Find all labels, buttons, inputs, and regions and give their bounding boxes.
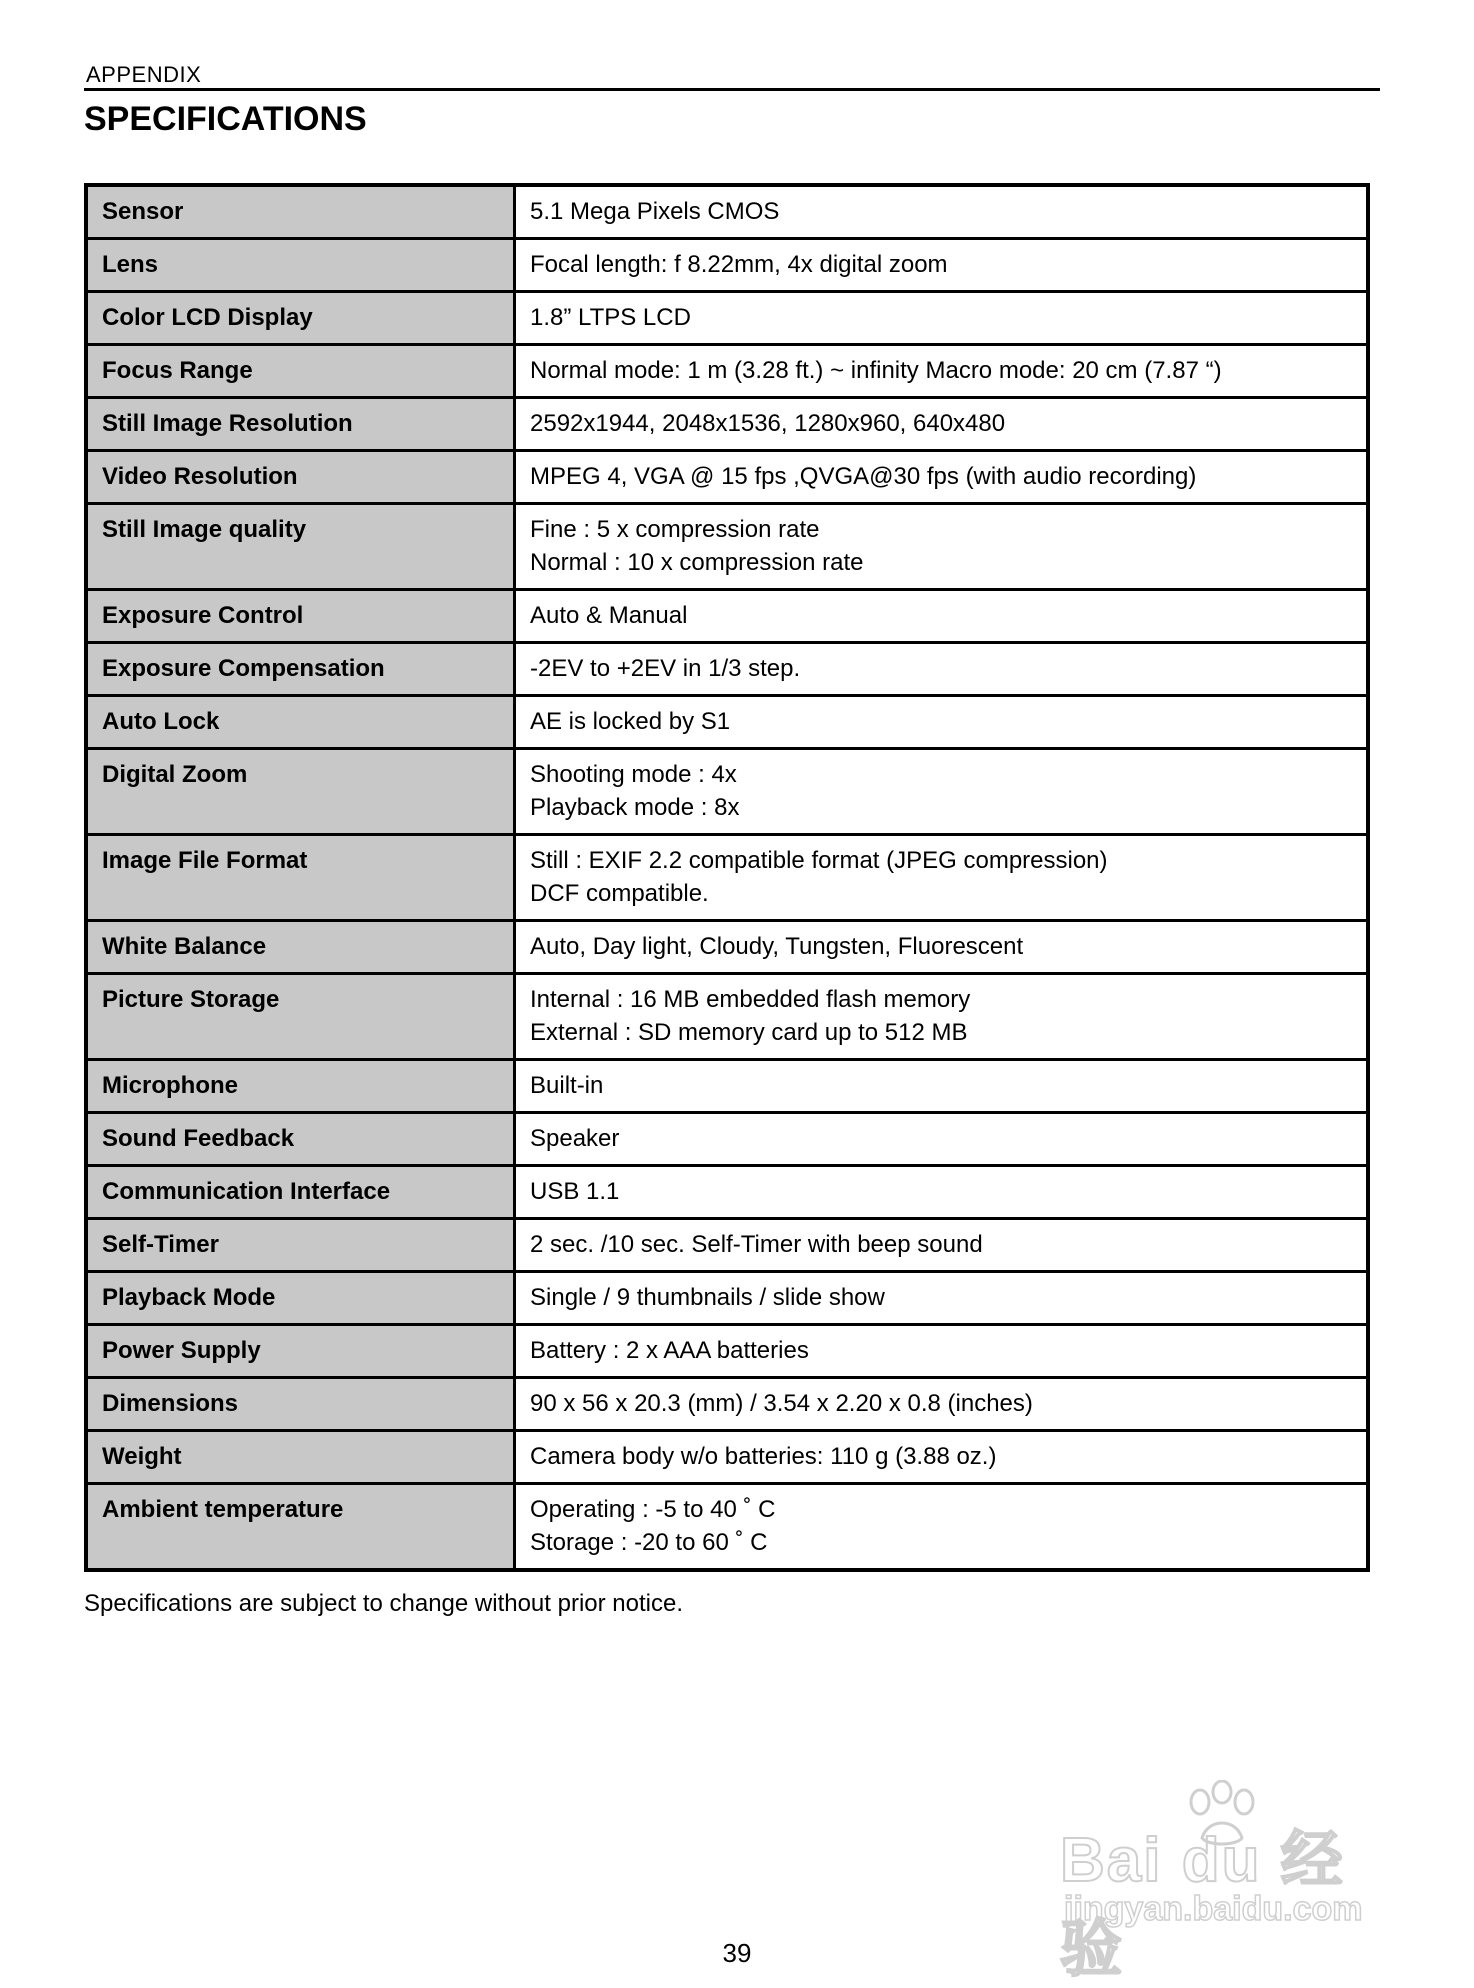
spec-value-line: DCF compatible. [530,880,709,907]
spec-row [86,590,1368,643]
spec-name-cell: Self-Timer [86,1219,515,1272]
spec-value-cell [515,1431,1369,1484]
baidu-watermark [1060,1780,1400,1984]
specifications-table-body [86,185,1368,1570]
spec-value-cell [515,974,1369,1060]
spec-name-cell: Microphone [86,1060,515,1113]
spec-value-cell [515,398,1369,451]
spec-row [86,185,1368,239]
spec-row [86,1272,1368,1325]
spec-value-cell [515,345,1369,398]
spec-value-cell [515,451,1369,504]
spec-name-cell: Auto Lock [86,696,515,749]
spec-value-line: 1.8” LTPS LCD [530,304,691,331]
spec-row [86,1113,1368,1166]
spec-value-line: Battery : 2 x AAA batteries [530,1337,809,1364]
spec-value-line: 5.1 Mega Pixels CMOS [530,198,780,225]
spec-row [86,643,1368,696]
spec-value-line: Fine : 5 x compression rate [530,516,820,543]
page-number: 39 [722,1938,752,1968]
spec-name-cell: Image File Format [86,835,515,921]
spec-row [86,504,1368,590]
spec-value-line: Normal : 10 x compression rate [530,549,864,576]
spec-value-line: Speaker [530,1125,620,1152]
spec-row [86,398,1368,451]
spec-value-line: Still : EXIF 2.2 compatible format (JPEG compression) [530,847,1108,874]
spec-value-cell [515,1219,1369,1272]
spec-name-cell: Communication Interface [86,1166,515,1219]
spec-name-cell: Weight [86,1431,515,1484]
spec-row [86,1219,1368,1272]
spec-row [86,1431,1368,1484]
spec-value-line: Shooting mode : 4x [530,761,737,788]
section-label: APPENDIX [86,62,202,87]
spec-value-cell [515,292,1369,345]
spec-value-line: Focal length: f 8.22mm, 4x digital zoom [530,251,948,278]
spec-value-line: Internal : 16 MB embedded flash memory [530,986,971,1013]
spec-value-line: Auto & Manual [530,602,688,629]
spec-value-cell [515,1325,1369,1378]
header-rule [84,88,1380,91]
spec-value-line: -2EV to +2EV in 1/3 step. [530,655,801,682]
spec-value-line: AE is locked by S1 [530,708,731,735]
spec-name-cell: Still Image quality [86,504,515,590]
spec-value-line: Single / 9 thumbnails / slide show [530,1284,885,1311]
spec-value-line: Storage : -20 to 60 ˚ C [530,1529,768,1556]
spec-value-cell [515,185,1369,239]
specifications-table [84,183,1370,1572]
spec-name-cell: Sound Feedback [86,1113,515,1166]
spec-value-line: USB 1.1 [530,1178,620,1205]
spec-name-cell: Picture Storage [86,974,515,1060]
spec-row [86,749,1368,835]
spec-value-cell [515,1272,1369,1325]
spec-row [86,239,1368,292]
spec-value-line: Normal mode: 1 m (3.28 ft.) ~ infinity Macro mode: 20 cm (7.87 “) [530,357,1222,384]
spec-row [86,292,1368,345]
spec-name-cell: Power Supply [86,1325,515,1378]
spec-value-cell [515,1113,1369,1166]
spec-name-cell: White Balance [86,921,515,974]
spec-value-cell [515,239,1369,292]
spec-row [86,696,1368,749]
spec-row [86,1325,1368,1378]
spec-value-cell [515,590,1369,643]
spec-name-cell: Video Resolution [86,451,515,504]
spec-name-cell: Still Image Resolution [86,398,515,451]
spec-name-cell: Exposure Control [86,590,515,643]
spec-value-cell [515,1378,1369,1431]
spec-row [86,974,1368,1060]
spec-name-cell: Focus Range [86,345,515,398]
spec-value-cell [515,1166,1369,1219]
spec-name-cell: Digital Zoom [86,749,515,835]
spec-value-line: Built-in [530,1072,604,1099]
spec-name-cell: Ambient temperature [86,1484,515,1571]
spec-value-line: 90 x 56 x 20.3 (mm) / 3.54 x 2.20 x 0.8 (inches) [530,1390,1033,1417]
spec-value-line: Playback mode : 8x [530,794,740,821]
spec-value-line: External : SD memory card up to 512 MB [530,1019,968,1046]
spec-value-cell [515,749,1369,835]
spec-value-cell [515,504,1369,590]
spec-value-line: 2592x1944, 2048x1536, 1280x960, 640x480 [530,410,1006,437]
spec-value-cell [515,835,1369,921]
spec-row [86,1060,1368,1113]
spec-name-cell: Sensor [86,185,515,239]
watermark-url-text: jingyan.baidu.com [1064,1890,1363,1928]
spec-row [86,1378,1368,1431]
spec-value-line: MPEG 4, VGA @ 15 fps ,QVGA@30 fps (with audio recording) [530,463,1197,490]
spec-value-cell [515,1060,1369,1113]
spec-name-cell: Color LCD Display [86,292,515,345]
spec-row [86,451,1368,504]
page-title: SPECIFICATIONS [84,100,367,138]
spec-value-line: 2 sec. /10 sec. Self-Timer with beep sound [530,1231,983,1258]
spec-value-line: Camera body w/o batteries: 110 g (3.88 oz.) [530,1443,997,1470]
watermark-logo-text: Bai du 经验 [1060,1826,1345,1984]
spec-row [86,921,1368,974]
footnote: Specifications are subject to change without prior notice. [84,1590,684,1617]
spec-name-cell: Playback Mode [86,1272,515,1325]
spec-name-cell: Dimensions [86,1378,515,1431]
spec-name-cell: Lens [86,239,515,292]
spec-row [86,835,1368,921]
spec-value-cell [515,921,1369,974]
spec-row [86,1484,1368,1571]
spec-value-line: Operating : -5 to 40 ˚ C [530,1496,776,1523]
spec-value-cell [515,643,1369,696]
spec-row [86,345,1368,398]
spec-value-cell [515,696,1369,749]
spec-row [86,1166,1368,1219]
spec-value-line: Auto, Day light, Cloudy, Tungsten, Fluorescent [530,933,1024,960]
spec-name-cell: Exposure Compensation [86,643,515,696]
spec-value-cell [515,1484,1369,1571]
